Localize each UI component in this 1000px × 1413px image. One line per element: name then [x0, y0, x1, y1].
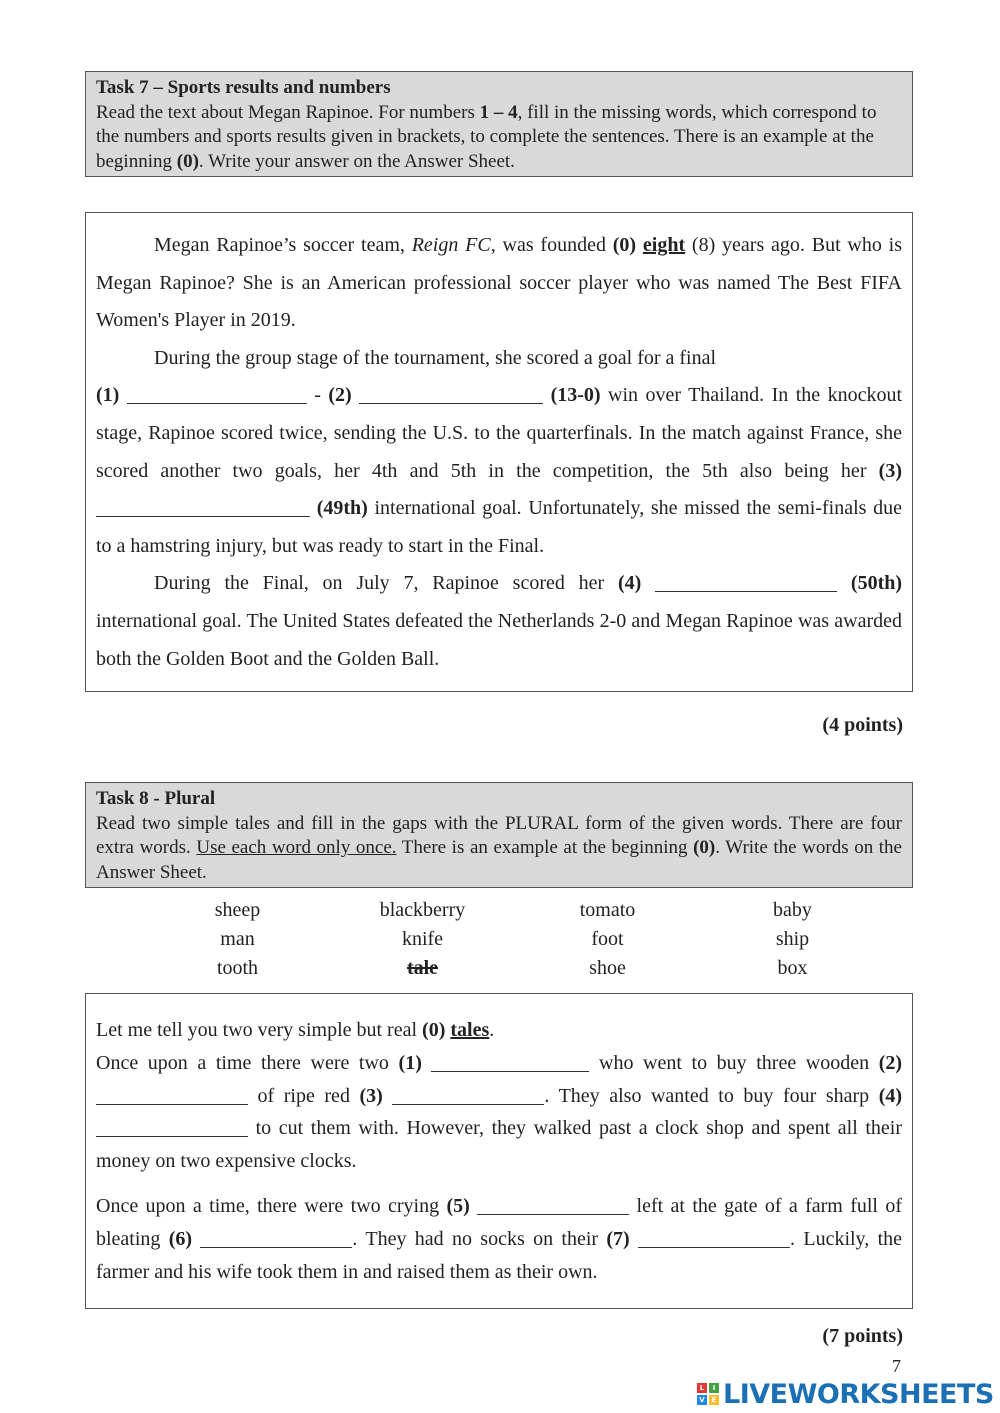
task8-instructions: Read two simple tales and fill in the gaps with the PLURAL form of the given words. There are four extra words. Use each word only once. There is an example at the beginning (0). Write the words on the Answer Sheet.: [96, 812, 902, 883]
word-bank-item: shoe: [589, 957, 626, 979]
word-bank-item: baby: [773, 899, 812, 921]
gap-2-input[interactable]: [96, 1084, 248, 1105]
gap-3-input[interactable]: [96, 496, 310, 517]
word-bank: [145, 896, 885, 983]
task7-instructions: Read the text about Megan Rapinoe. For numbers 1 – 4, fill in the missing words, which correspond to the numbers and sports results given in brackets, to complete the sentences. There is an example at the beginning (0). Write your answer on the Answer Sheet.: [96, 101, 877, 172]
gap-4-input[interactable]: [655, 571, 837, 592]
gap-7-input[interactable]: [638, 1227, 790, 1248]
task7-paragraph-2: During the group stage of the tournament, she scored a goal for a final (1) - (2) (13-0) win over Thailand. In the knockout stage, Rapinoe scored twice, sending the U.S. to the quarterfinals. In the match against France, she scored another two goals, her 4th and 5th in the competition, the 5th also being her (3) (49th) international goal. Unfortunately, she missed the semi-finals due to a hamstring injury, but was ready to start in the Final.: [96, 346, 903, 557]
page-number: 7: [892, 1356, 901, 1376]
gap-5-input[interactable]: [477, 1194, 629, 1215]
word-bank-item: ship: [775, 928, 810, 950]
task8-title: Task 8 - Plural: [96, 788, 216, 809]
task7-text-box: [85, 212, 913, 692]
word-bank-item: foot: [591, 928, 624, 950]
task8-example-answer: tales: [450, 1019, 490, 1041]
word-bank-item: knife: [401, 928, 444, 950]
word-bank-item: tomato: [579, 899, 636, 921]
word-bank-row: [145, 925, 885, 954]
task7-paragraph-1: Megan Rapinoe’s soccer team, Reign FC, was founded (0) eight (8) years ago. But who is Megan Rapinoe? She is an American professional soccer player who was named The Best FIFA Women's Player in 2019.: [96, 234, 903, 332]
task8-instructions-box: [85, 782, 913, 888]
word-bank-row: [145, 954, 885, 983]
task8-tale-2: Once upon a time, there were two crying (5) left at the gate of a farm full of bleating (6) . They had no socks on their (7) . Luckily, the farmer and his wife took them in and raised them as their own.: [96, 1194, 903, 1283]
task7-instructions-box: [85, 71, 913, 177]
gap-1-input[interactable]: [127, 383, 307, 404]
word-bank-item: blackberry: [379, 899, 466, 921]
task7-example-answer: eight: [642, 234, 686, 256]
gap-6-input[interactable]: [200, 1227, 352, 1248]
word-bank-row: [145, 896, 885, 925]
task7-points: (4 points): [822, 714, 903, 736]
gap-4-input[interactable]: [96, 1116, 248, 1137]
task7-paragraph-3: During the Final, on July 7, Rapinoe scored her (4) (50th) international goal. The United States defeated the Netherlands 2-0 and Megan Rapinoe was awarded both the Golden Boot and the Golden Ball.: [96, 572, 903, 670]
liveworksheets-logo: [697, 1378, 994, 1410]
liveworksheets-logo-text: LIVEWORKSHEETS: [723, 1378, 994, 1410]
gap-1-input[interactable]: [431, 1051, 589, 1072]
gap-2-input[interactable]: [359, 383, 543, 404]
word-bank-item-used: tale: [406, 957, 439, 979]
task8-text-box: [85, 993, 913, 1309]
task7-title: Task 7 – Sports results and numbers: [96, 77, 391, 98]
gap-3-input[interactable]: [392, 1084, 544, 1105]
task8-tale-1: Let me tell you two very simple but real (0) tales. Once upon a time there were two (1) who went to buy three wooden (2) of ripe red (3) . They also wanted to buy four sharp (4) to cut them with. However, they walked past a clock shop and spent all their money on two expensive clocks.: [96, 1019, 903, 1173]
word-bank-item: man: [220, 928, 255, 950]
liveworksheets-logo-icon: L I V E: [697, 1383, 719, 1405]
task8-points: (7 points): [822, 1325, 903, 1347]
word-bank-item: box: [777, 957, 808, 979]
word-bank-item: sheep: [214, 899, 261, 921]
word-bank-item: tooth: [216, 957, 259, 979]
